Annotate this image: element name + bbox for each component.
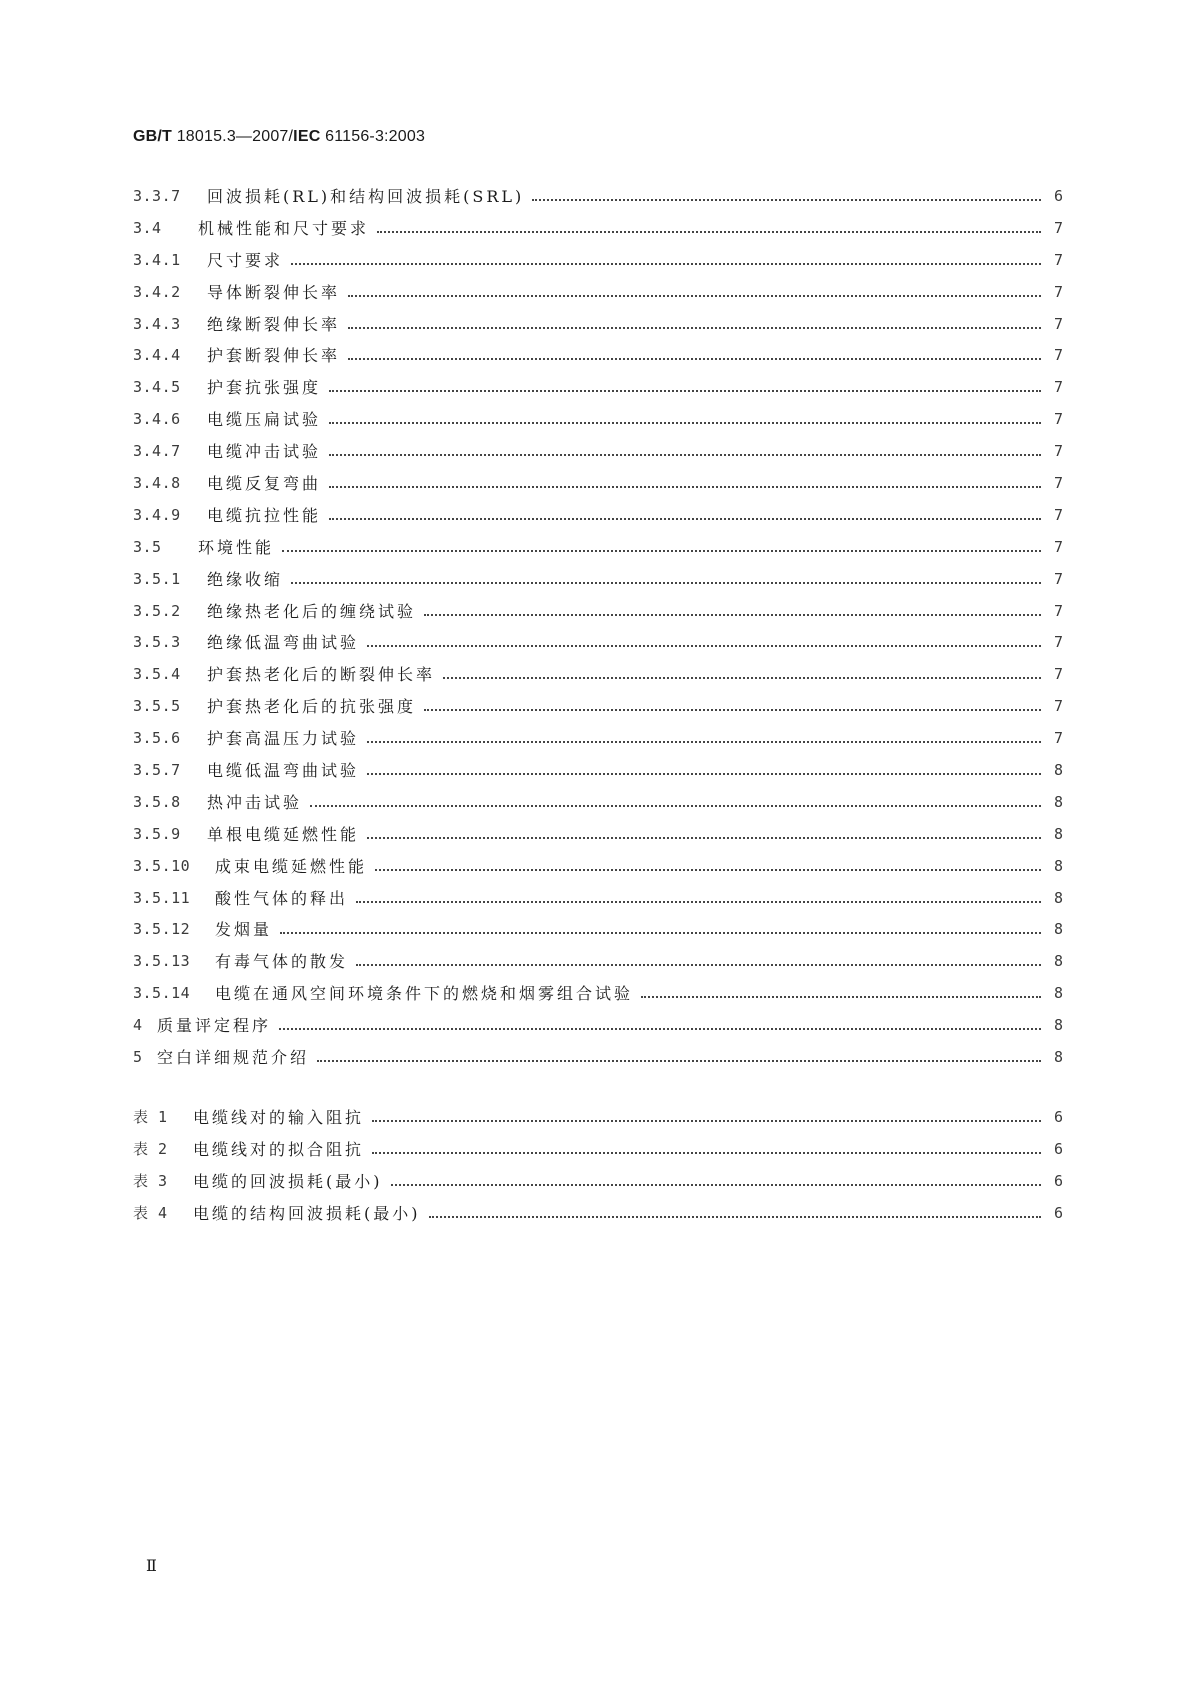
toc-entry-number: 3.5	[133, 537, 162, 556]
dot-leader	[291, 564, 1041, 596]
toc-entry-3-4-6[interactable]	[133, 404, 1063, 436]
dot-leader	[329, 468, 1041, 500]
toc-entry-title: 绝缘收缩	[207, 569, 284, 589]
dot-leader	[377, 213, 1041, 245]
toc-entry-page: 7	[1053, 601, 1063, 620]
toc-entry-page: 7	[1053, 665, 1063, 684]
toc-entry-page: 8	[1053, 824, 1063, 843]
page-number: Ⅱ	[146, 1556, 157, 1575]
dot-leader	[429, 1198, 1042, 1230]
toc-entry-title: 电缆压扁试验	[207, 410, 322, 430]
toc-entry-title: 电缆抗拉性能	[207, 505, 322, 525]
table-entry-page: 6	[1053, 1171, 1063, 1190]
toc-entry-3-4-5[interactable]	[133, 372, 1063, 404]
table-entry-title: 电缆线对的拟合阻抗	[193, 1139, 365, 1159]
dot-leader	[310, 787, 1041, 819]
dot-leader	[372, 1134, 1041, 1166]
toc-entry-3-5-14[interactable]	[133, 978, 1063, 1010]
toc-entry-page: 8	[1053, 984, 1063, 1003]
toc-entry-title: 护套热老化后的抗张强度	[207, 697, 417, 717]
toc-entry-title: 成束电缆延燃性能	[215, 856, 368, 876]
dot-leader	[356, 883, 1041, 915]
toc-entry-3-5[interactable]	[133, 532, 1063, 564]
toc-entry-4[interactable]	[133, 1010, 1063, 1042]
dot-leader	[291, 245, 1041, 277]
toc-entry-page: 8	[1053, 952, 1063, 971]
toc-entry-number: 3.5.5	[133, 697, 181, 716]
toc-entry-title: 单根电缆延燃性能	[207, 824, 360, 844]
dot-leader	[375, 851, 1041, 883]
toc-entry-number: 3.4.1	[133, 250, 181, 269]
toc-entry-number: 3.4.2	[133, 282, 181, 301]
table-entry-title: 电缆线对的输入阻抗	[193, 1107, 365, 1127]
toc-entry-number: 3.3.7	[133, 187, 181, 205]
standard-prefix: GB/T	[133, 128, 173, 145]
toc-entry-page: 8	[1053, 1048, 1063, 1067]
dot-leader	[532, 181, 1041, 213]
toc-entry-3-5-2[interactable]	[133, 596, 1063, 628]
toc-entry-3-5-8[interactable]	[133, 787, 1063, 819]
dot-leader	[641, 978, 1041, 1010]
toc-entry-3-4-4[interactable]	[133, 340, 1063, 372]
toc-entry-title: 热冲击试验	[207, 792, 303, 812]
toc-entry-title: 有毒气体的散发	[215, 952, 349, 972]
toc-entry-number: 3.5.14	[133, 984, 191, 1003]
toc-entry-page: 7	[1053, 474, 1063, 493]
toc-entry-number: 3.4.5	[133, 378, 181, 397]
toc-entry-title: 电缆低温弯曲试验	[207, 761, 360, 781]
toc-entry-page: 7	[1053, 442, 1063, 461]
dot-leader	[367, 723, 1041, 755]
toc-entry-page: 8	[1053, 888, 1063, 907]
iec-prefix: IEC	[293, 128, 321, 145]
toc-entry-3-5-7[interactable]	[133, 755, 1063, 787]
toc-entry-title: 护套抗张强度	[207, 378, 322, 398]
toc-entry-3-3-7[interactable]	[133, 181, 1063, 213]
section-gap	[133, 1074, 1063, 1102]
table-entry-number: 表 3	[133, 1171, 168, 1190]
dot-leader	[348, 277, 1041, 309]
toc-entry-title: 尺寸要求	[207, 250, 284, 270]
table-entry-title: 电缆的回波损耗(最小)	[193, 1171, 383, 1191]
dot-leader	[329, 500, 1041, 532]
toc-entry-page: 8	[1053, 920, 1063, 939]
toc-entry-3-4-8[interactable]	[133, 468, 1063, 500]
table-entry-number: 表 4	[133, 1203, 168, 1222]
toc-entry-page: 8	[1053, 1016, 1063, 1035]
toc-entry-number: 3.4.3	[133, 314, 181, 333]
toc-entry-page: 7	[1053, 282, 1063, 301]
toc-entry-3-5-3[interactable]	[133, 627, 1063, 659]
toc-entry-title: 护套高温压力试验	[207, 729, 360, 749]
table-list-entry-1[interactable]	[133, 1102, 1063, 1134]
toc-entry-page: 7	[1053, 410, 1063, 429]
toc-entry-3-5-1[interactable]	[133, 564, 1063, 596]
table-entry-number: 表 2	[133, 1139, 168, 1158]
toc-entry-number: 5	[133, 1048, 143, 1067]
toc-entry-3-5-11[interactable]	[133, 883, 1063, 915]
toc-entry-page: 8	[1053, 792, 1063, 811]
toc-entry-3-5-12[interactable]	[133, 914, 1063, 946]
dot-leader	[424, 596, 1041, 628]
toc-entry-page: 7	[1053, 250, 1063, 269]
toc-entry-number: 3.5.8	[133, 792, 181, 811]
toc-entry-number: 3.5.2	[133, 601, 181, 620]
toc-entry-3-4-3[interactable]	[133, 309, 1063, 341]
toc-entry-title: 电缆在通风空间环境条件下的燃烧和烟雾组合试验	[215, 984, 634, 1004]
dot-leader	[372, 1102, 1041, 1134]
toc-entry-number: 3.5.12	[133, 920, 191, 939]
toc-entry-3-5-5[interactable]	[133, 691, 1063, 723]
table-entry-title: 电缆的结构回波损耗(最小)	[193, 1203, 421, 1223]
dot-leader	[329, 404, 1041, 436]
toc-entry-number: 3.5.10	[133, 856, 191, 875]
toc-entry-page: 7	[1053, 346, 1063, 365]
toc-entry-title: 酸性气体的释出	[215, 888, 349, 908]
toc-entry-title: 绝缘热老化后的缠绕试验	[207, 601, 417, 621]
toc-entry-number: 3.5.13	[133, 952, 191, 971]
toc-entry-3-4-7[interactable]	[133, 436, 1063, 468]
toc-entry-number: 3.5.6	[133, 729, 181, 748]
toc-entry-title: 电缆冲击试验	[207, 442, 322, 462]
toc-entry-3-4-1[interactable]	[133, 245, 1063, 277]
toc-entry-title: 护套断裂伸长率	[207, 346, 341, 366]
toc-entry-title: 空白详细规范介绍	[157, 1048, 310, 1068]
toc-entry-title: 发烟量	[215, 920, 273, 940]
standard-number: 18015.3—2007/	[176, 128, 294, 145]
toc-entry-number: 3.4.6	[133, 410, 181, 429]
document-header	[133, 128, 425, 146]
table-entry-number: 表 1	[133, 1107, 168, 1126]
dot-leader	[348, 309, 1041, 341]
dot-leader	[280, 914, 1041, 946]
toc-entry-3-4[interactable]	[133, 213, 1063, 245]
toc-entry-3-5-13[interactable]	[133, 946, 1063, 978]
toc-entry-page: 8	[1053, 761, 1063, 780]
dot-leader	[329, 372, 1041, 404]
toc-entry-page: 7	[1053, 569, 1063, 588]
toc-entry-3-5-10[interactable]	[133, 851, 1063, 883]
toc-entry-page: 6	[1053, 187, 1063, 205]
table-entry-page: 6	[1053, 1139, 1063, 1158]
dot-leader	[443, 659, 1041, 691]
iec-number: 61156-3:2003	[325, 128, 426, 145]
toc-entry-title: 导体断裂伸长率	[207, 282, 341, 302]
toc-entry-title: 护套热老化后的断裂伸长率	[207, 665, 436, 685]
toc-entry-3-5-6[interactable]	[133, 723, 1063, 755]
toc-entry-page: 7	[1053, 537, 1063, 556]
toc-entry-3-4-9[interactable]	[133, 500, 1063, 532]
table-of-contents	[133, 181, 1063, 1230]
toc-entry-number: 3.4	[133, 218, 162, 237]
table-list-entry-2[interactable]	[133, 1134, 1063, 1166]
toc-entry-3-5-4[interactable]	[133, 659, 1063, 691]
toc-entry-title: 回波损耗(RL)和结构回波损耗(SRL)	[207, 187, 525, 206]
dot-leader	[282, 532, 1041, 564]
toc-entry-number: 3.5.3	[133, 633, 181, 652]
toc-entry-title: 绝缘低温弯曲试验	[207, 633, 360, 653]
toc-entry-number: 3.5.11	[133, 888, 191, 907]
table-list-entry-3[interactable]	[133, 1166, 1063, 1198]
dot-leader	[329, 436, 1041, 468]
toc-entry-5[interactable]	[133, 1042, 1063, 1074]
toc-entry-number: 3.5.4	[133, 665, 181, 684]
toc-entry-number: 3.5.7	[133, 761, 181, 780]
dot-leader	[424, 691, 1041, 723]
toc-entry-number: 3.4.4	[133, 346, 181, 365]
toc-entry-page: 7	[1053, 218, 1063, 237]
toc-entry-3-5-9[interactable]	[133, 819, 1063, 851]
toc-entry-number: 3.4.8	[133, 474, 181, 493]
toc-entry-title: 质量评定程序	[157, 1016, 272, 1036]
dot-leader	[317, 1042, 1041, 1074]
toc-entry-page: 7	[1053, 314, 1063, 333]
dot-leader	[367, 627, 1041, 659]
table-entry-page: 6	[1053, 1203, 1063, 1222]
toc-entry-page: 7	[1053, 633, 1063, 652]
dot-leader	[367, 819, 1041, 851]
toc-entry-title: 电缆反复弯曲	[207, 474, 322, 494]
toc-entry-title: 绝缘断裂伸长率	[207, 314, 341, 334]
table-entry-page: 6	[1053, 1107, 1063, 1126]
toc-entry-number: 3.4.9	[133, 505, 181, 524]
toc-entry-page: 8	[1053, 856, 1063, 875]
toc-entry-number: 3.4.7	[133, 442, 181, 461]
toc-entry-number: 3.5.9	[133, 824, 181, 843]
toc-entry-page: 7	[1053, 729, 1063, 748]
toc-entry-title: 机械性能和尺寸要求	[198, 218, 370, 238]
dot-leader	[367, 755, 1041, 787]
dot-leader	[348, 340, 1041, 372]
toc-entry-title: 环境性能	[198, 537, 275, 557]
toc-entry-page: 7	[1053, 378, 1063, 397]
dot-leader	[391, 1166, 1042, 1198]
toc-entry-number: 3.5.1	[133, 569, 181, 588]
table-list-entry-4[interactable]	[133, 1198, 1063, 1230]
toc-entry-3-4-2[interactable]	[133, 277, 1063, 309]
dot-leader	[356, 946, 1041, 978]
toc-entry-page: 7	[1053, 697, 1063, 716]
toc-entry-page: 7	[1053, 505, 1063, 524]
dot-leader	[279, 1010, 1041, 1042]
toc-entry-number: 4	[133, 1016, 143, 1035]
